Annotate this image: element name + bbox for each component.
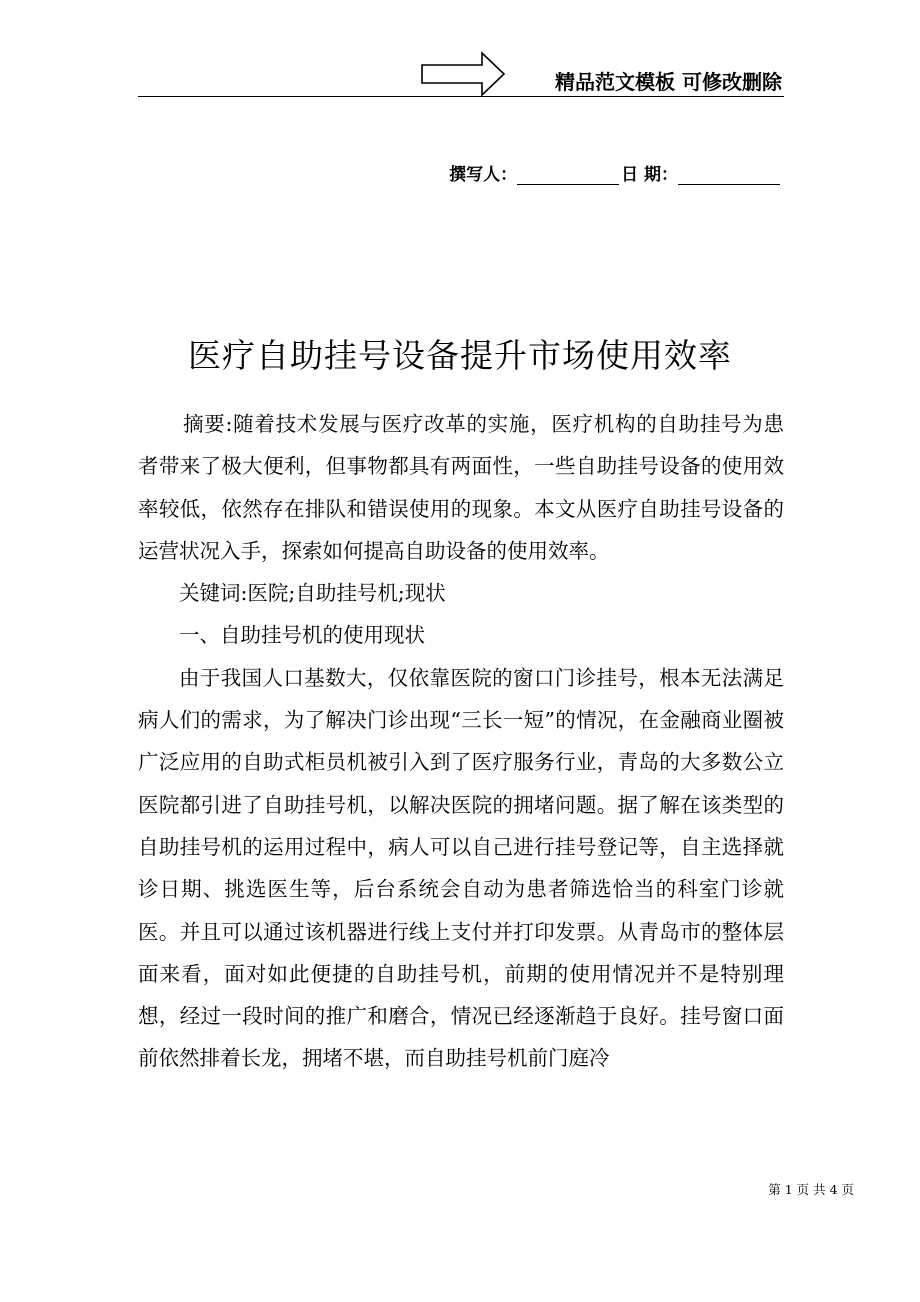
right-arrow-icon bbox=[420, 50, 506, 98]
document-title: 医疗自助挂号设备提升市场使用效率 bbox=[188, 336, 732, 375]
header-divider bbox=[138, 96, 784, 97]
author-label: 撰写人： bbox=[449, 165, 518, 185]
author-date-line bbox=[449, 160, 782, 185]
date-label: 日 期： bbox=[621, 165, 678, 185]
page-number: 第 1 页 共 4 页 bbox=[768, 1182, 854, 1197]
abstract-paragraph: 摘要:随着技术发展与医疗改革的实施，医疗机构的自助挂号为患者带来了极大便利，但事物都具有两面性，一些自助挂号设备的使用效率较低，依然存在排队和错误使用的现象。本文从医疗自助挂号设备的运营状况入手，探索如何提高自助设备的使用效率。 bbox=[138, 412, 784, 563]
date-blank-field[interactable] bbox=[678, 165, 780, 185]
section-heading: 一、自助挂号机的使用现状 bbox=[179, 623, 425, 648]
author-blank-field[interactable] bbox=[517, 165, 619, 185]
keywords-paragraph: 关键词:医院;自助挂号机;现状 bbox=[179, 581, 446, 606]
template-banner-text: 精品范文模板 可修改删除 bbox=[555, 70, 782, 94]
document-body bbox=[138, 403, 784, 1080]
body-paragraph: 由于我国人口基数大，仅依靠医院的窗口门诊挂号，根本无法满足病人们的需求，为了解决门诊出现“三长一短”的情况，在金融商业圈被广泛应用的自助式柜员机被引入到了医疗服务行业，青岛的大多数公立医院都引进了自助挂号机，以解决医院的拥堵问题。据了解在该类型的自助挂号机的运用过程中，病人可以自己进行挂号登记等，自主选择就诊日期、挑选医生等，后台系统会自动为患者筛选恰当的科室门诊就医。并且可以通过该机器进行线上支付并打印发票。从青岛市的整体层面来看，面对如此便捷的自助挂号机，前期的使用情况并不是特别理想，经过一段时间的推广和磨合，情况已经逐渐趋于良好。挂号窗口面前依然排着长龙，拥堵不堪，而自助挂号机前门庭冷 bbox=[138, 665, 784, 1071]
